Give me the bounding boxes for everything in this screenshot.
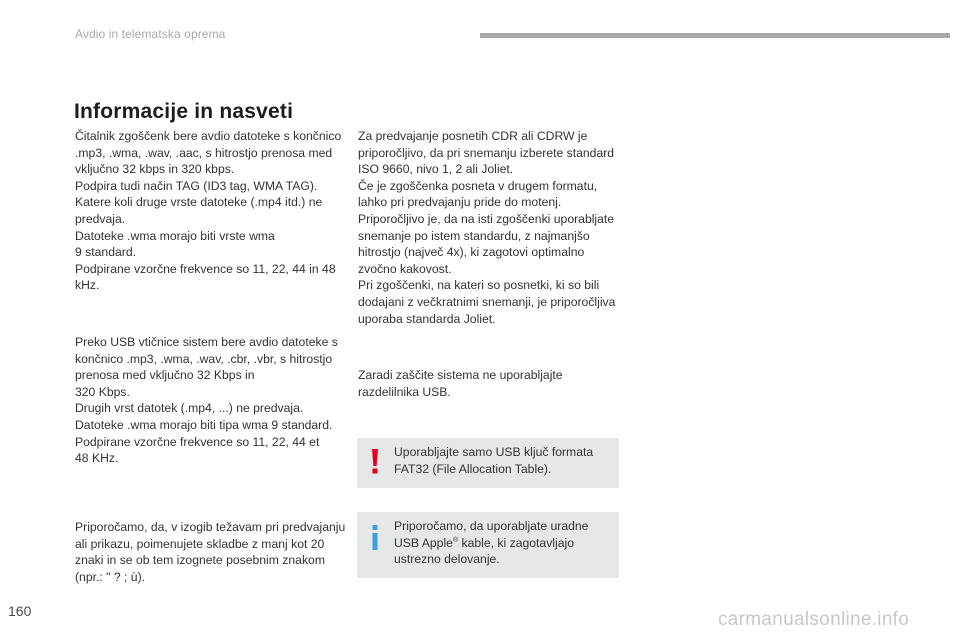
header-divider-bar <box>480 33 950 38</box>
usb-format-paragraph: Preko USB vtičnice sistem bere avdio datoteke s končnico .mp3, .wma, .wav, .cbr, .vbr, s hitrostjo prenosa med vključno 32 Kbps in 320 Kbps. Drugih vrst datotek (.mp4, ...) ne predvaja. Datoteke .wma morajo biti tipa wma 9 standard. Podpirane vzorčne frekvence so 11, 22, 44 et 48 KHz. <box>75 335 338 466</box>
info-note-text-start: Priporočamo, da uporabljate uradne USB Apple <box>394 519 589 550</box>
warning-note-box <box>357 438 619 488</box>
info-icon <box>369 525 381 551</box>
info-note-text-end: kable, ki zagotavljajo ustrezno delovanje. <box>394 535 574 567</box>
info-note-box <box>357 512 619 578</box>
usb-hub-warning-paragraph: Zaradi zaščite sistema ne uporabljajte razdelilnika USB. <box>358 368 563 399</box>
section-title: Informacije in nasveti <box>74 100 294 123</box>
registered-mark: ® <box>452 536 459 544</box>
cdr-recording-paragraph: Za predvajanje posnetih CDR ali CDRW je priporočljivo, da pri snemanju izberete standard ISO 9660, nivo 1, 2 ali Joliet. Če je zgoščenka posneta v drugem formatu, lahko pri predvajanju pride do motenj. Priporočljivo je, da na isti zgoščenki uporabljate snemanje po istem standardu, z najmanjšo hitrostjo (največ 4x), ki zagotovi optimalno zvočno kakovost. Pri zgoščenki, na kateri so posnetki, ki so bili dodajani z večkratnimi snemanji, je priporočljiva uporaba standarda Joliet. <box>358 129 616 326</box>
running-header: Avdio in telematska oprema <box>75 27 226 41</box>
watermark: carmanualsonline.info <box>718 609 910 630</box>
exclamation-icon <box>369 449 381 475</box>
warning-note-text: Uporabljajte samo USB ključ formata FAT32 (File Allocation Table). <box>394 445 594 476</box>
cd-format-paragraph: Čitalnik zgoščenk bere avdio datoteke s končnico .mp3, .wma, .wav, .aac, s hitrostjo prenosa med vključno 32 kbps in 320 kbps. Podpira tudi način TAG (ID3 tag, WMA TAG). Katere koli druge vrste datoteke (.mp4 itd.) ne predvaja. Datoteke .wma morajo biti vrste wma 9 standard. Podpirane vzorčne frekvence so 11, 22, 44 in 48 kHz. <box>75 129 342 293</box>
page-number: 160 <box>8 603 32 619</box>
naming-tip-paragraph: Priporočamo, da, v izogib težavam pri predvajanju ali prikazu, poimenujete skladbe z manj kot 20 znaki in se ob tem izognete posebnim znakom (npr.: " ? ; ù). <box>75 520 346 584</box>
info-note-text <box>394 518 612 568</box>
